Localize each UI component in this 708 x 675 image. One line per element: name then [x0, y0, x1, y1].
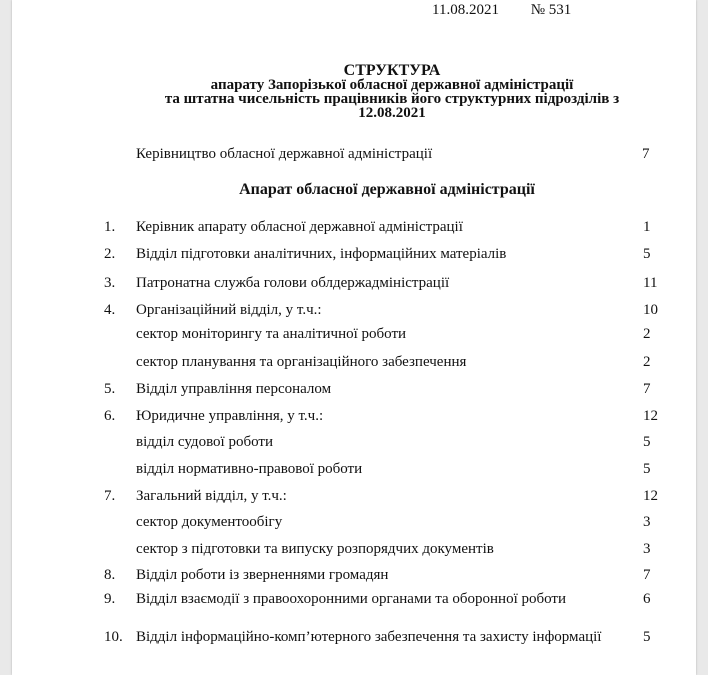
order-date: 11.08.2021 — [432, 2, 499, 18]
item-value: 6 — [643, 591, 651, 607]
item-value: 2 — [643, 326, 651, 342]
item-value: 7 — [643, 381, 651, 397]
item-value: 2 — [643, 354, 651, 370]
item-label: Юридичне управління, у т.ч.: — [136, 408, 324, 424]
title-main: СТРУКТУРА — [343, 62, 441, 79]
item-label: Патронатна служба голови облдержадміністрації — [136, 275, 450, 291]
item-label: сектор з підготовки та випуску розпорядчих документів — [136, 541, 494, 557]
order-number: № 531 — [530, 2, 572, 18]
item-number: 3. — [104, 275, 116, 291]
item-label: сектор планування та організаційного забезпечення — [136, 354, 467, 370]
item-number: 9. — [104, 591, 116, 607]
item-label: Відділ взаємодії з правоохоронними органами та оборонної роботи — [136, 591, 566, 607]
item-value: 5 — [643, 629, 651, 645]
item-label: Відділ підготовки аналітичних, інформаційних матеріалів — [136, 246, 507, 262]
item-value: 12 — [643, 408, 658, 424]
structure-list — [12, 0, 696, 675]
item-value: 7 — [643, 567, 651, 583]
item-label: Відділ управління персоналом — [136, 381, 332, 397]
item-number: 8. — [104, 567, 116, 583]
title-line-4: 12.08.2021 — [358, 105, 426, 121]
item-value: 5 — [643, 461, 651, 477]
section-title: Апарат обласної державної адміністрації — [239, 181, 535, 198]
item-number: 1. — [104, 219, 116, 235]
item-number: 2. — [104, 246, 116, 262]
item-number: 6. — [104, 408, 116, 424]
item-number: 7. — [104, 488, 116, 504]
item-label: відділ судової роботи — [136, 434, 273, 450]
item-value: 3 — [643, 514, 651, 530]
management-value: 7 — [642, 146, 650, 162]
item-value: 5 — [643, 246, 651, 262]
item-value: 3 — [643, 541, 651, 557]
title-line-3: та штатна чисельність працівників його структурних підрозділів з — [164, 91, 620, 107]
item-label: сектор документообігу — [136, 514, 283, 530]
management-label: Керівництво обласної державної адміністрації — [136, 146, 433, 162]
item-value: 5 — [643, 434, 651, 450]
item-number: 10. — [104, 629, 123, 645]
item-number: 4. — [104, 302, 116, 318]
item-label: Керівник апарату обласної державної адміністрації — [136, 219, 463, 235]
item-value: 1 — [643, 219, 651, 235]
item-label: відділ нормативно-правової роботи — [136, 461, 363, 477]
item-value: 11 — [643, 275, 658, 291]
item-label: Загальний відділ, у т.ч.: — [136, 488, 287, 504]
item-number: 5. — [104, 381, 116, 397]
item-label: Відділ інформаційно-комп’ютерного забезпечення та захисту інформації — [136, 629, 602, 645]
title-line-2: апарату Запорізької обласної державної адміністрації — [210, 77, 574, 93]
item-value: 12 — [643, 488, 658, 504]
item-value: 10 — [643, 302, 658, 318]
item-label: Організаційний відділ, у т.ч.: — [136, 302, 322, 318]
item-label: сектор моніторингу та аналітичної роботи — [136, 326, 407, 342]
item-label: Відділ роботи із зверненнями громадян — [136, 567, 389, 583]
document-page — [12, 0, 696, 675]
